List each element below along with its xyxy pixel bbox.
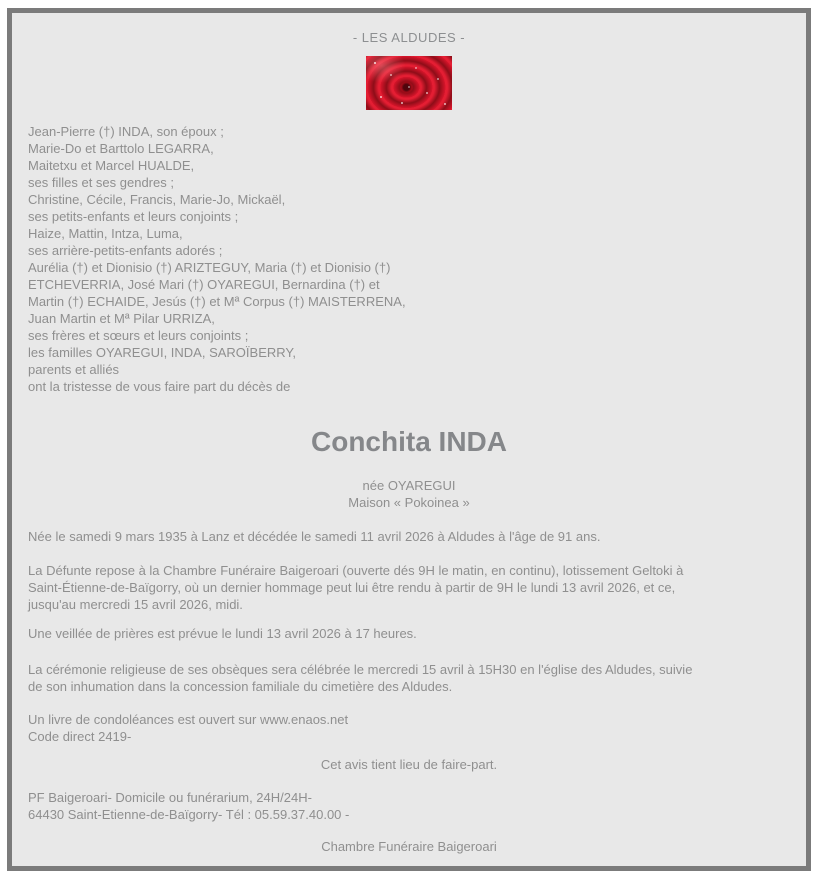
ceremonie-paragraph (28, 661, 790, 695)
repose-line: jusqu'au mercredi 15 avril 2026, midi. (28, 597, 243, 612)
ceremonie-line: de son inhumation dans la concession familiale du cimetière des Aldudes. (28, 679, 453, 694)
location-header: - LES ALDUDES - (352, 30, 466, 45)
repose-paragraph (28, 562, 790, 613)
house-name: Maison « Pokoinea » (348, 495, 470, 510)
birth-death-paragraph: Née le samedi 9 mars 1935 à Lanz et décédée le samedi 11 avril 2026 à Aldudes à l'âge de 91 ans. (28, 529, 601, 544)
family-line: Maitetxu et Marcel HUALDE, (28, 158, 195, 173)
deceased-name: Conchita INDA (311, 426, 507, 457)
rose-photo (366, 56, 452, 110)
family-line: Juan Martin et Mª Pilar URRIZA, (28, 311, 215, 326)
condoleances-line: Un livre de condoléances est ouvert sur www.enaos.net (28, 712, 349, 727)
funeral-home-line: PF Baigeroari- Domicile ou funérarium, 24H/24H- (28, 790, 312, 805)
repose-line: Saint-Étienne-de-Baïgorry, où un dernier hommage peut lui être rendu à partir de 9H le lundi 13 avril 2026, et ce, (28, 580, 676, 595)
condoleances-paragraph (28, 711, 790, 745)
notice-frame (7, 8, 811, 871)
deceased-subhead (28, 477, 790, 511)
family-line: ses filles et ses gendres ; (28, 175, 174, 190)
veillee-paragraph: Une veillée de prières est prévue le lundi 13 avril 2026 à 17 heures. (28, 626, 417, 641)
family-list (28, 123, 790, 395)
family-line: parents et alliés (28, 362, 120, 377)
family-line: les familles OYAREGUI, INDA, SAROÏBERRY, (28, 345, 297, 360)
funeral-home-address-line: 64430 Saint-Etienne-de-Baïgorry- Tél : 05.59.37.40.00 - (28, 807, 350, 822)
family-line: ETCHEVERRIA, José Mari (†) OYAREGUI, Bernardina (†) et (28, 277, 380, 292)
ceremonie-line: La cérémonie religieuse de ses obsèques sera célébrée le mercredi 15 avril à 15H30 en l'église des Aldudes, suivie (28, 662, 693, 677)
code-direct-line: Code direct 2419- (28, 729, 132, 744)
chambre-funeraire-line: Chambre Funéraire Baigeroari (321, 839, 497, 854)
maiden-name: née OYAREGUI (362, 478, 456, 493)
family-line: ses petits-enfants et leurs conjoints ; (28, 209, 239, 224)
family-line: Jean-Pierre (†) INDA, son époux ; (28, 124, 224, 139)
repose-line: La Défunte repose à la Chambre Funéraire Baigeroari (ouverte dés 9H le matin, en continu), lotissement Geltoki à (28, 563, 684, 578)
funeral-home-block (28, 789, 790, 823)
family-line: Haize, Mattin, Intza, Luma, (28, 226, 183, 241)
family-line: ses frères et sœurs et leurs conjoints ; (28, 328, 249, 343)
family-line: ses arrière-petits-enfants adorés ; (28, 243, 223, 258)
faire-part-line: Cet avis tient lieu de faire-part. (320, 757, 498, 772)
rose-image-container (28, 56, 790, 110)
family-line: Christine, Cécile, Francis, Marie-Jo, Mickaël, (28, 192, 286, 207)
family-line: ont la tristesse de vous faire part du décès de (28, 379, 291, 394)
family-line: Marie-Do et Barttolo LEGARRA, (28, 141, 214, 156)
family-line: Aurélia (†) et Dionisio (†) ARIZTEGUY, Maria (†) et Dionisio (†) (28, 260, 391, 275)
family-line: Martin (†) ECHAIDE, Jesús (†) et Mª Corpus (†) MAISTERRENA, (28, 294, 406, 309)
